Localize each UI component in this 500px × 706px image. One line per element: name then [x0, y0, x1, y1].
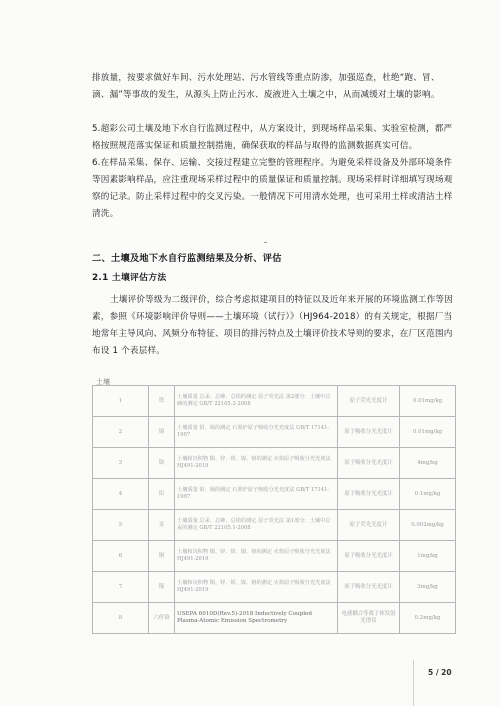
table-row [93, 572, 456, 603]
row-item: 铅 [149, 479, 175, 510]
row-number: 1 [93, 386, 149, 417]
row-number: 3 [93, 448, 149, 479]
row-instrument: 电感耦合等离子体发射光谱仪 [338, 603, 400, 634]
row-method: 土壤和沉积物 铜、锌、铅、镍、铬的测定 火焰原子吸收分光光度法 HJ491-2019 [175, 448, 338, 479]
row-instrument: 原子吸收分光光度计 [338, 572, 400, 603]
method-table [92, 385, 456, 634]
row-detection-limit: 3mg/kg [400, 572, 456, 603]
paragraph-item-5: 5.超彩公司土壤及地下水自行监测过程中，从方案设计，到现场样品采集、实验室检测，都严格按照规范落实保证和质量控制措施，确保获取的样品与取得的监测数据真实可信。 [92, 124, 453, 151]
row-detection-limit: 0.01mg/kg [400, 386, 456, 417]
row-detection-limit: 0.1mg/kg [400, 479, 456, 510]
row-method: USEPA 6010D(Rev.5)-2018 Inductively Coupled Plasma-Atomic Emission Spectrometry [175, 603, 338, 634]
row-number: 8 [93, 603, 149, 634]
table-row [93, 479, 456, 510]
row-number: 5 [93, 510, 149, 541]
row-instrument: 原子吸收分光光度计 [338, 417, 400, 448]
row-method: 土壤质量 铅、镉的测定 石墨炉原子吸收分光光度法 GB/T 17141-1997 [175, 417, 338, 448]
page-number: 5 / 20 [428, 668, 452, 677]
row-number: 2 [93, 417, 149, 448]
row-instrument: 原子吸收分光光度计 [338, 479, 400, 510]
row-instrument: 原子吸收分光光度计 [338, 448, 400, 479]
row-detection-limit: 4mg/kg [400, 448, 456, 479]
row-number: 4 [93, 479, 149, 510]
section-heading: 二、土壤及地下水自行监测结果及分析、评估 [92, 253, 282, 264]
table-row [93, 541, 456, 572]
table-row [93, 603, 456, 634]
paragraph-item-6: 6.在样品采集、保存、运输、交接过程建立完整的管理程序。为避免采样设备及外部环境条件等因素影响样品，应注重现场采样过程中的质量保证和质量控制。现场采样时详细填写现场观察的记录。防止采样过程中的交叉污染。一般情况下可用清水处理，也可采用土样或清洁土样清洗。 [92, 158, 453, 219]
row-item: 铜 [149, 541, 175, 572]
row-number: 6 [93, 541, 149, 572]
row-detection-limit: 0.2mg/kg [400, 603, 456, 634]
row-item: 镍 [149, 572, 175, 603]
scan-speck [264, 242, 267, 243]
row-item: 六价铬 [149, 603, 175, 634]
row-instrument: 原子荧光光度计 [338, 386, 400, 417]
scan-edge-mark [413, 660, 414, 706]
row-detection-limit: 0.01mg/kg [400, 417, 456, 448]
row-method: 土壤质量 总汞、总砷、总铅的测定 原子荧光法 第1部分：土壤中总汞的测定 GB/T 22105.1-2008 [175, 510, 338, 541]
table-row [93, 386, 456, 417]
paragraph-prevention: 排放量，按要求做好车间、污水处理站、污水管线等重点防渗，加强巡查，杜绝“跑、冒、滴、漏”等事故的发生，从源头上防止污水、废液进入土壤之中，从而减缓对土壤的影响。 [92, 73, 440, 100]
row-method: 土壤质量 铅、镉的测定 石墨炉原子吸收分光光度法 GB/T 17141-1997 [175, 479, 338, 510]
row-detection-limit: 1mg/kg [400, 541, 456, 572]
row-method: 土壤质量 总汞、总砷、总铅的测定 原子荧光法 第2部分：土壤中总砷的测定 GB/T 22105.2-2008 [175, 386, 338, 417]
row-method: 土壤和沉积物 铜、锌、铅、镍、铬的测定 火焰原子吸收分光光度法 HJ491-2019 [175, 572, 338, 603]
table-row [93, 510, 456, 541]
row-item: 镉 [149, 417, 175, 448]
table-row [93, 417, 456, 448]
row-instrument: 原子吸收分光光度计 [338, 541, 400, 572]
row-number: 7 [93, 572, 149, 603]
row-detection-limit: 0.002mg/kg [400, 510, 456, 541]
paragraph-assessment: 土壤评价等级为二级评价，综合考虑拟建项目的特征以及近年来开展的环境监测工作等因素，参照《环境影响评价导则——土壤环境（试行）》（HJ964-2018）的有关规定，根据厂当地常年主导风向、风频分布特征、项目的排污特点及土壤评价技术导则的要求，在厂区范围内布设 1 个表层样。 [92, 295, 453, 356]
row-instrument: 原子荧光光度计 [338, 510, 400, 541]
table-label: 土壤 [96, 378, 110, 386]
table-row [93, 448, 456, 479]
row-item: 铬 [149, 448, 175, 479]
row-item: 汞 [149, 510, 175, 541]
subsection-heading: 2.1 土壤评估方法 [92, 273, 167, 283]
row-item: 铁 [149, 386, 175, 417]
row-method: 土壤和沉积物 铜、锌、铅、镍、铬的测定 火焰原子吸收分光光度法 HJ491-2019 [175, 541, 338, 572]
